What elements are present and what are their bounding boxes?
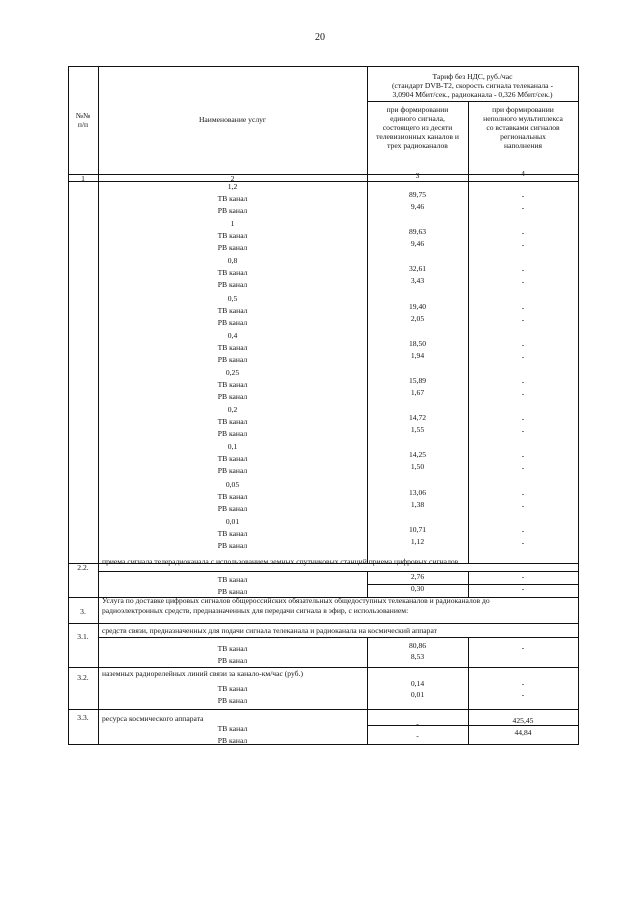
page-number: 20 — [315, 32, 325, 43]
tv-value-col4: - — [521, 451, 525, 461]
rv-value-col3: 3,43 — [410, 276, 425, 286]
section-3-2-title: наземных радиорелейных линий связи за канало-км/час (руб.) — [102, 669, 303, 678]
rv-channel-label: РВ канал — [217, 280, 248, 290]
coefficient-value: 0,01 — [225, 516, 240, 526]
tv-value-col3: 10,71 — [408, 524, 427, 534]
coefficient-value: 0,5 — [227, 293, 238, 303]
tv-value-col3: 14,25 — [408, 450, 427, 460]
tv-channel-label: ТВ канал — [217, 268, 248, 278]
col4-header: при формировании неполного мультиплекса со вставками сигналов региональных наполнения — [483, 105, 563, 150]
rv-channel-label: РВ канал — [217, 503, 248, 513]
tariff-header: Тариф без НДС, руб./час (стандарт DVB-T2, скорость сигнала телеканала - 3,0904 Мбит/сек., радиоканала - 0,326 Мбит/сек.) — [392, 72, 553, 99]
coefficient-value: 0,1 — [227, 442, 238, 452]
rv-channel-label: РВ канал — [217, 354, 248, 364]
rv-channel-label: РВ канал — [217, 392, 248, 401]
coefficient-value: 0,25 — [225, 368, 240, 377]
s31-rv-col3: 8,53 — [410, 652, 425, 661]
rv-value-col3: 1,55 — [410, 425, 425, 435]
s22-rv-col3: 0,30 — [410, 584, 425, 593]
tv-value-col3: 18,50 — [408, 338, 427, 348]
coefficient-value: 0,8 — [227, 256, 238, 266]
s33-rv-label: РВ канал — [217, 736, 248, 745]
s31-tv-col3: 80,86 — [408, 641, 427, 650]
rv-value-col3: 9,46 — [410, 239, 425, 249]
tv-channel-label: ТВ канал — [217, 528, 248, 538]
col-number-3: 3 — [415, 171, 420, 180]
tv-value-col3: 89,75 — [408, 190, 427, 199]
col-num-header: №№ п/п — [75, 111, 91, 129]
rv-value-col3: 2,05 — [410, 313, 425, 323]
tv-channel-label: ТВ канал — [217, 417, 248, 427]
section-3-title-line2: радиоэлектронных средств, предназначенных для передачи сигнала в эфир, с использованием: — [102, 606, 409, 615]
tv-channel-label: ТВ канал — [217, 342, 248, 352]
tv-value-col4: - — [521, 488, 525, 498]
tv-value-col4: - — [521, 339, 525, 349]
rv-channel-label: РВ канал — [217, 206, 248, 215]
tv-value-col4: - — [521, 414, 525, 424]
s33-rv-col3: - — [416, 731, 419, 740]
rv-value-col3: 1,38 — [410, 499, 425, 509]
tv-value-col4: - — [521, 265, 525, 275]
rv-channel-label: РВ канал — [217, 540, 248, 550]
s32-rv-col3: 0,01 — [410, 690, 425, 699]
tv-channel-label: ТВ канал — [217, 305, 248, 315]
col-number-2: 2 — [230, 174, 235, 183]
tv-channel-label: ТВ канал — [217, 231, 248, 241]
s22-rv-col4: - — [521, 584, 525, 593]
tv-value-col4: - — [521, 228, 525, 238]
s32-rv-col4: - — [521, 690, 525, 699]
rv-value-col3: 9,46 — [410, 202, 425, 211]
col3-header: при формировании единого сигнала, состоящего из десяти телевизионных каналов и трех радиоканалов — [376, 105, 459, 150]
rv-value-col4: - — [521, 314, 525, 324]
s31-rv-label: РВ канал — [217, 656, 248, 665]
rv-value-col4: - — [521, 351, 525, 361]
rv-value-col4: - — [521, 426, 525, 436]
section-2-2-number: 2.2. — [77, 563, 89, 572]
s33-tv-col4: 425,45 — [512, 716, 534, 725]
s22-rv-label: РВ канал — [217, 587, 248, 596]
rv-value-col4: - — [521, 389, 525, 398]
col-number-4: 4 — [521, 169, 525, 178]
rv-value-col4: - — [521, 277, 525, 287]
tv-value-col4: - — [521, 525, 525, 535]
tv-channel-label: ТВ канал — [217, 454, 248, 464]
rv-value-col4: - — [521, 500, 525, 510]
rv-value-col3: 1,67 — [410, 388, 425, 397]
section-3-1-title: средств связи, предназначенных для подачи сигнала телеканала и радиоканала на космический аппарат — [102, 626, 437, 635]
tv-value-col3: 14,72 — [408, 413, 427, 423]
tv-value-col3: 13,06 — [408, 487, 427, 497]
section-3-number: 3. — [80, 607, 86, 616]
tv-channel-label: ТВ канал — [217, 491, 248, 501]
rv-value-col3: 1,12 — [410, 536, 425, 546]
rv-channel-label: РВ канал — [217, 429, 248, 439]
s22-tv-label: ТВ канал — [217, 575, 248, 584]
s33-rv-col4: 44,84 — [514, 728, 532, 737]
s31-tv-label: ТВ канал — [217, 644, 248, 653]
rv-value-col4: - — [521, 537, 525, 547]
rv-value-col3: 1,94 — [410, 350, 425, 360]
s32-tv-label: ТВ канал — [217, 684, 248, 693]
s32-rv-label: РВ канал — [217, 696, 248, 705]
s32-tv-col4: - — [521, 679, 525, 688]
coefficient-value: 1 — [230, 219, 235, 229]
tv-channel-label: ТВ канал — [217, 194, 248, 203]
s22-tv-col4: - — [521, 572, 525, 581]
rv-channel-label: РВ канал — [217, 317, 248, 327]
coefficient-value: 0,4 — [227, 330, 238, 340]
rv-channel-label: РВ канал — [217, 243, 248, 253]
coefficient-value: 0,2 — [227, 405, 238, 415]
s33-tv-label: ТВ канал — [217, 724, 248, 733]
s32-tv-col3: 0,14 — [410, 679, 425, 688]
section-3-title-line1: Услуга по доставке цифровых сигналов общероссийских обязательных общедоступных телеканалов и радиоканалов до — [102, 596, 490, 605]
rv-value-col3: 1,50 — [410, 462, 425, 472]
section-3-3-title: ресурса космического аппарата — [102, 714, 204, 723]
coefficient-value: 1,2 — [227, 182, 238, 191]
coefficient-value: 0,05 — [225, 479, 240, 489]
section-3-3-number: 3.3. — [77, 713, 89, 722]
tv-value-col3: 15,89 — [408, 376, 427, 385]
tv-value-col4: - — [521, 377, 525, 386]
rv-value-col4: - — [521, 240, 525, 250]
section-3-2-number: 3.2. — [77, 673, 89, 682]
col-number-1: 1 — [81, 174, 85, 183]
rv-channel-label: РВ канал — [217, 466, 248, 476]
s33-tv-col3: - — [416, 719, 419, 728]
tv-channel-label: ТВ канал — [217, 380, 248, 389]
col-name-header: Наименование услуг — [198, 115, 267, 124]
tv-value-col3: 89,63 — [408, 227, 427, 237]
section-3-1-number: 3.1. — [77, 632, 89, 641]
s22-tv-col3: 2,76 — [410, 572, 425, 581]
tv-value-col3: 32,61 — [408, 264, 427, 274]
tv-value-col4: - — [521, 302, 525, 312]
rv-value-col4: - — [521, 203, 525, 212]
s31-tv-col4: - — [521, 643, 525, 652]
tv-value-col4: - — [521, 191, 525, 200]
section-2-2-title: приема сигнала телерадиоканала с использованием земных спутниковых станций приема цифровых сигналов — [102, 557, 459, 566]
rv-value-col4: - — [521, 463, 525, 473]
tv-value-col3: 19,40 — [408, 301, 427, 311]
